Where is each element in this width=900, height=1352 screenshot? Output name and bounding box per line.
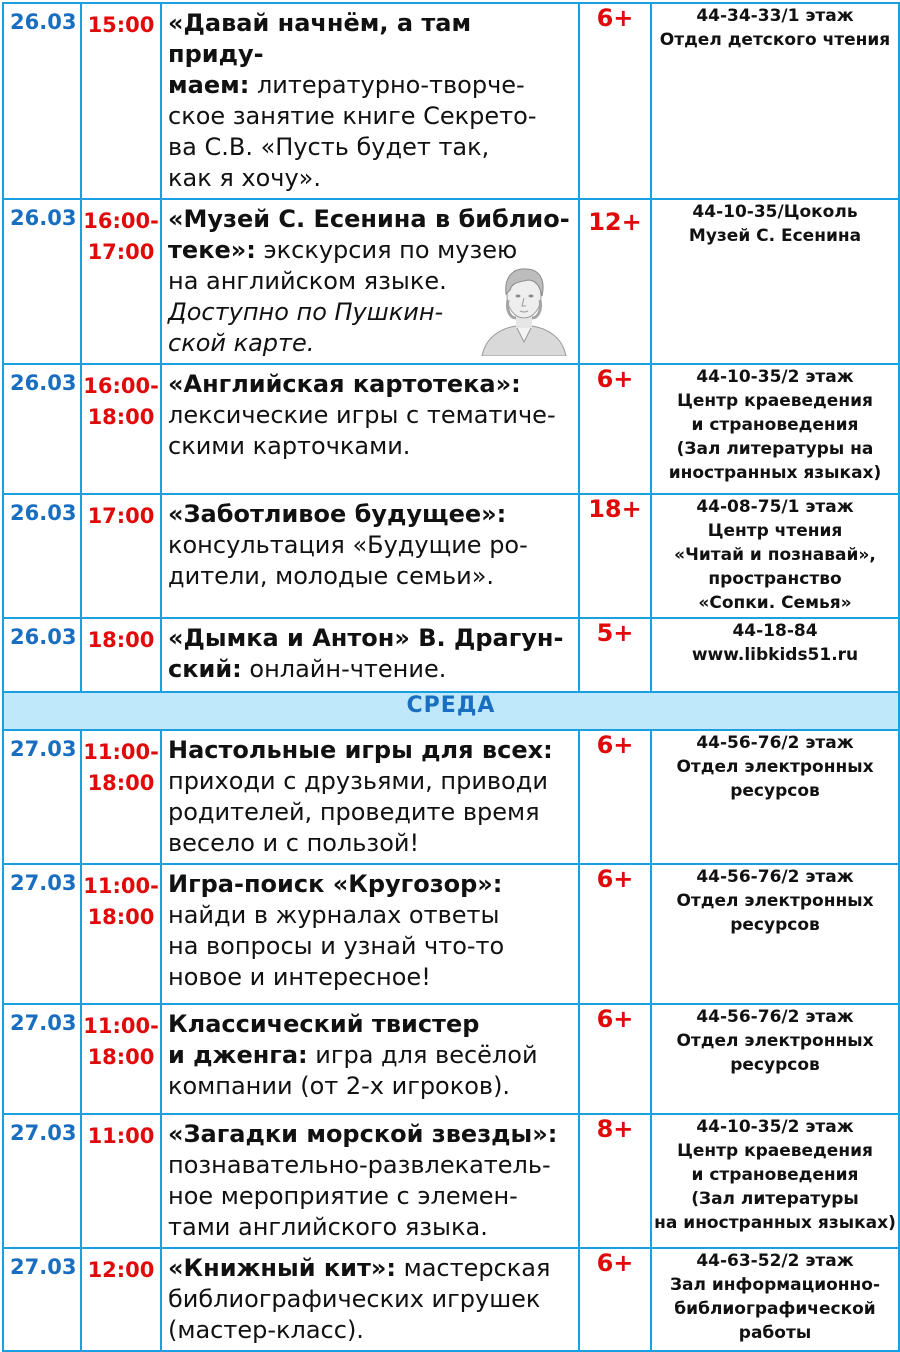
table-row [3,364,899,494]
table-row [3,618,899,692]
table-row [3,494,899,618]
event-location: 44-63-52/2 этаж Зал информационно- библиографической работы [669,1251,881,1343]
event-description [162,731,578,863]
event-date: 27.03 [10,1011,77,1035]
event-description [162,1005,578,1106]
event-title: «Загадки морской звезды»: [168,1120,558,1148]
event-title: «Музей С. Есенина в библио- теке»: [168,205,570,264]
event-date: 26.03 [10,10,77,34]
events-body [3,3,899,1351]
event-details: литературно-творче- ское занятие книге Секрето- ва С.В. «Пусть будет так, как я хочу». [168,71,537,192]
event-location: 44-34-33/1 этаж Отдел детского чтения [659,6,891,50]
event-details: приходи с друзьями, приводи родителей, проведите время весело и с пользой! [168,767,548,857]
age-rating: 12+ [588,208,642,236]
age-rating: 5+ [596,619,634,647]
age-rating: 6+ [596,4,634,32]
event-location: 44-56-76/2 этаж Отдел электронных ресурсов [676,733,874,801]
event-date: 27.03 [10,1255,77,1279]
event-details: игра для весёлой компании (от 2-х игроков). [168,1041,538,1100]
event-time: 18:00 [87,628,155,652]
event-location: 44-10-35/2 этаж Центр краеведения и страноведения (Зал литературы на иностранных языках) [654,1117,896,1233]
pushkin-bust-icon [476,256,572,356]
age-rating: 6+ [596,365,634,393]
event-time: 11:00- 18:00 [83,1014,159,1069]
event-title: «Книжный кит»: [168,1254,396,1282]
event-details: найди в журналах ответы на вопросы и узнай что-то новое и интересное! [168,901,505,991]
event-details: консультация «Будущие ро- дители, молодые семьи». [168,531,528,590]
event-date: 27.03 [10,1121,77,1145]
event-details: познавательно-развлекатель- ное мероприятие с элемен- тами английского языка. [168,1151,551,1241]
events-table [2,2,900,1352]
event-description [162,1249,578,1350]
age-rating: 6+ [596,1249,634,1277]
age-rating: 6+ [596,731,634,759]
event-details: экскурсия по музею на английском языке. [168,236,518,295]
event-description [162,495,578,596]
event-location: 44-10-35/2 этаж Центр краеведения и страноведения (Зал литературы на иностранных языках) [668,367,882,483]
event-date: 26.03 [10,625,77,649]
table-row [3,1248,899,1351]
event-title: «Дымка и Антон» В. Драгун- ский: [168,624,564,683]
table-row [3,730,899,864]
event-time: 17:00 [87,504,155,528]
event-description [162,1115,578,1247]
day-header-row [3,692,899,730]
day-header: СРЕДА [3,692,899,730]
event-title: Классический твистер и дженга: [168,1010,480,1069]
table-row [3,199,899,364]
event-time: 15:00 [87,13,155,37]
event-time: 11:00- 18:00 [83,740,159,795]
event-time: 11:00- 18:00 [83,874,159,929]
event-location: 44-56-76/2 этаж Отдел электронных ресурсов [676,1007,874,1075]
table-row [3,864,899,1004]
event-title: «Давай начнём, а там приду- маем: [168,9,472,99]
event-description [162,619,578,689]
age-rating: 6+ [596,1005,634,1033]
event-location: 44-18-84 www.libkids51.ru [691,621,859,665]
age-rating: 8+ [596,1115,634,1143]
event-details: мастерская библиографических игрушек (мастер-класс). [168,1254,551,1344]
event-location: 44-08-75/1 этаж Центр чтения «Читай и познавай», пространство «Сопки. Семья» [674,497,876,613]
pushkin-card-note: Доступно по Пушкин- ской карте. [168,298,444,357]
event-time: 16:00- 17:00 [83,209,159,264]
event-title: «Заботливое будущее»: [168,500,507,528]
event-date: 26.03 [10,206,77,230]
event-details: онлайн-чтение. [241,655,447,683]
event-description [162,365,578,466]
age-rating: 18+ [588,495,642,523]
event-title: Настольные игры для всех: [168,736,553,764]
table-row [3,1114,899,1248]
event-time: 11:00 [87,1124,155,1148]
event-title: «Английская картотека»: [168,370,521,398]
age-rating: 6+ [596,865,634,893]
table-row [3,3,899,199]
event-description [162,4,578,198]
event-time: 12:00 [87,1258,155,1282]
table-row [3,1004,899,1114]
event-date: 27.03 [10,871,77,895]
event-details: лексические игры с тематиче- скими карточками. [168,401,556,460]
event-location: 44-10-35/Цоколь Музей С. Есенина [688,202,862,246]
event-date: 27.03 [10,737,77,761]
event-time: 16:00- 18:00 [83,374,159,429]
event-date: 26.03 [10,371,77,395]
event-description [162,865,578,997]
event-location: 44-56-76/2 этаж Отдел электронных ресурсов [676,867,874,935]
event-title: Игра-поиск «Кругозор»: [168,870,503,898]
event-date: 26.03 [10,501,77,525]
